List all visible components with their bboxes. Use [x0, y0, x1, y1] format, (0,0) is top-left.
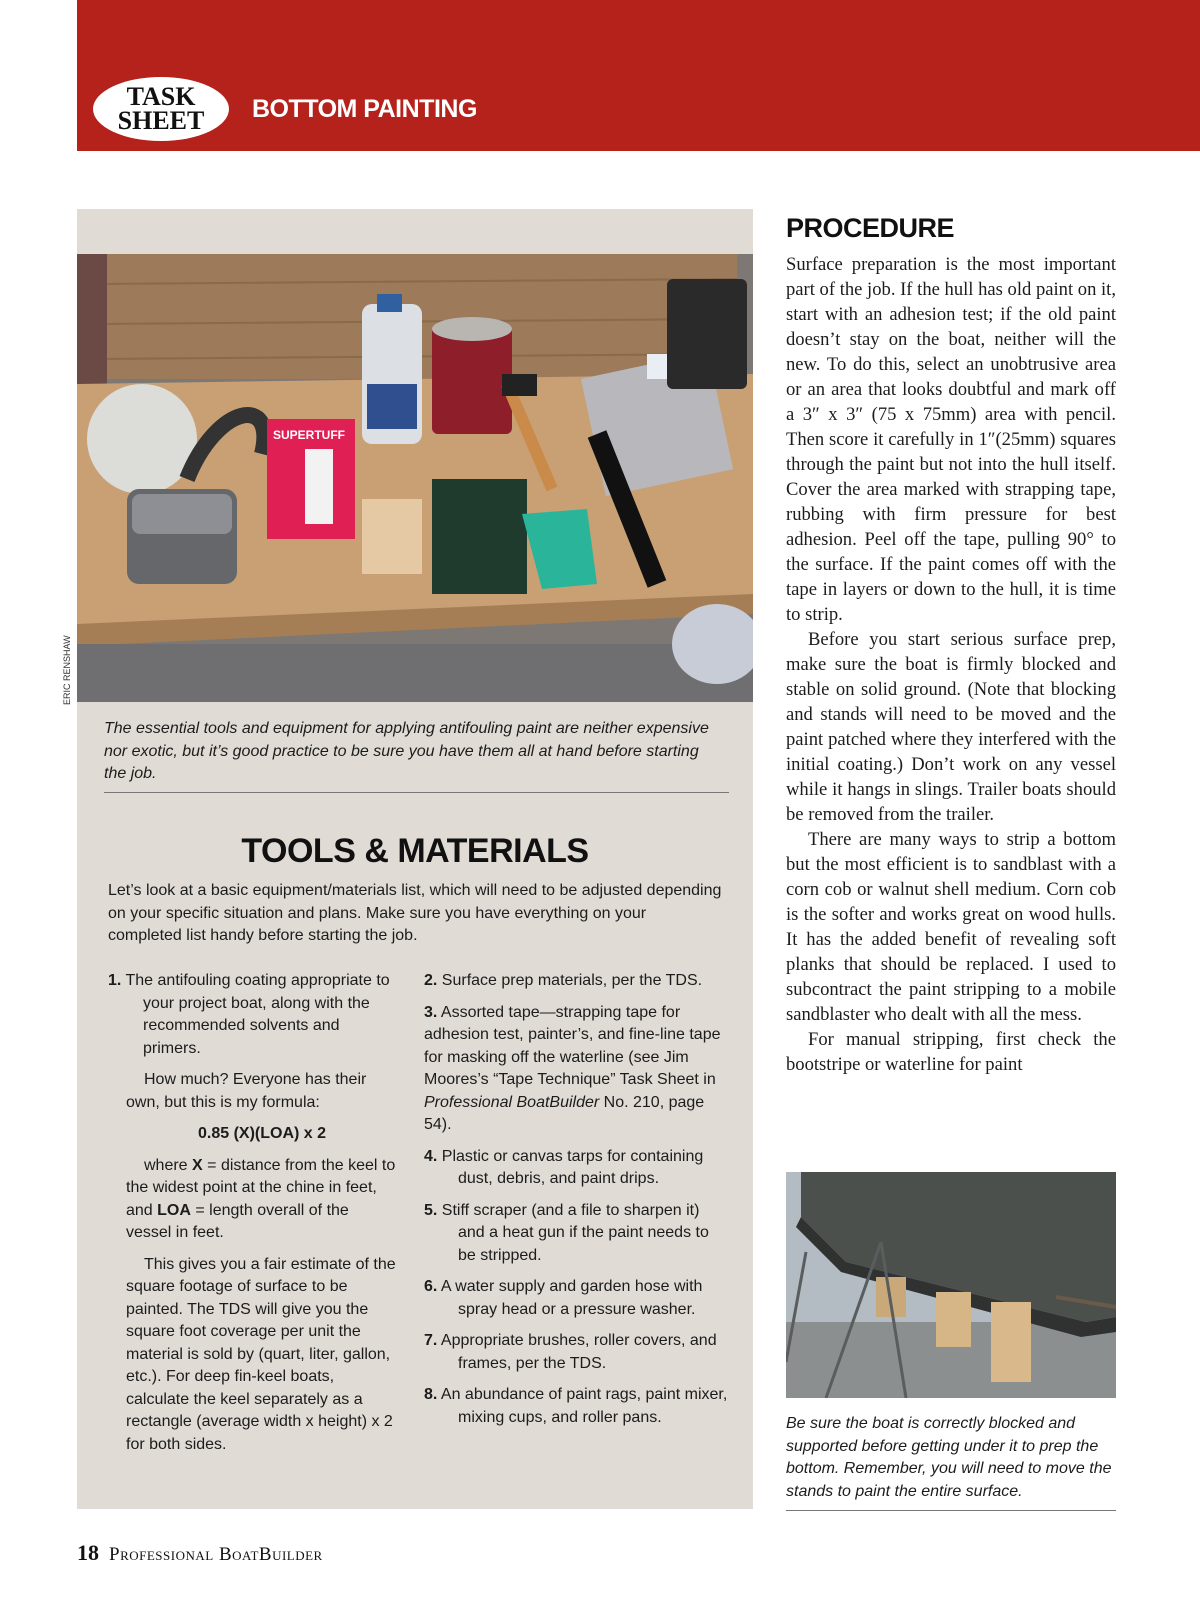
list-item [424, 1276, 729, 1321]
list-item [424, 1384, 729, 1429]
def-text: where [144, 1156, 193, 1174]
tools-photo-illustration [77, 254, 753, 702]
materials-list-left [108, 970, 398, 1465]
item-number: 2. [424, 972, 438, 989]
tools-photo [77, 254, 753, 702]
item-text: Appropriate brushes, roller covers, and frames, per the TDS. [440, 1332, 717, 1372]
list-item [424, 1146, 729, 1191]
boat-photo [786, 1172, 1116, 1398]
item-text: No. 210, page 54). [424, 1093, 705, 1133]
boat-photo-caption: Be sure the boat is correctly blocked and supported before getting under it to prep the bottom. Remember, you will need to move the stands to paint the entire surface. [786, 1415, 1112, 1500]
boat-photo-illustration [786, 1172, 1116, 1398]
procedure-heading: PROCEDURE [786, 213, 955, 243]
boat-caption-divider [786, 1510, 1116, 1511]
photo-credit: ERIC RENSHAW [62, 635, 72, 705]
task-sheet-badge [93, 77, 229, 141]
header-banner [77, 0, 1200, 151]
item-text: Surface prep materials, per the TDS. [441, 972, 703, 989]
formula-definition [108, 1155, 398, 1245]
section-title: BOTTOM PAINTING [252, 95, 477, 123]
item-number: 3. [424, 1003, 438, 1021]
tools-materials-intro: Let’s look at a basic equipment/materials list, which will need to be adjusted depending on your specific situation and plans. Make sure you have everything on your completed list handy before starting the job. [108, 882, 722, 944]
list-item [424, 1002, 729, 1137]
page-footer [77, 1540, 323, 1566]
def-x: X [192, 1156, 203, 1174]
item-text: The antifouling coating appropriate to your project boat, along with the recommended solvents and primers. [125, 972, 390, 1057]
item-number: 8. [424, 1386, 438, 1403]
badge-line-2: SHEET [117, 106, 205, 135]
caption-divider [104, 792, 729, 793]
tools-photo-caption: The essential tools and equipment for applying antifouling paint are neither expensive nor exotic, but it’s good practice to be sure you have them all at hand before starting the job. [104, 720, 709, 782]
list-item [424, 1200, 729, 1268]
publication-name: Professional BoatBuilder [109, 1544, 323, 1565]
item-text-italic: Professional BoatBuilder [424, 1093, 600, 1111]
item-number: 4. [424, 1147, 438, 1165]
tools-materials-heading: TOOLS & MATERIALS [241, 832, 589, 870]
materials-list-right [424, 970, 729, 1438]
item-text: Plastic or canvas tarps for containing dust, debris, and paint drips. [441, 1147, 704, 1187]
def-text: = distance from the keel to the widest point at the chine in feet, and [126, 1156, 396, 1219]
badge-line-1: TASK [126, 82, 196, 111]
coverage-formula: 0.85 (X)(LOA) x 2 [197, 1125, 327, 1142]
list-item [108, 970, 398, 1060]
page-number: 18 [77, 1540, 99, 1565]
item-number: 1. [108, 972, 122, 989]
item-text: An abundance of paint rags, paint mixer, mixing cups, and roller pans. [440, 1386, 728, 1426]
item-paragraph: How much? Everyone has their own, but this is my formula: [126, 1071, 367, 1111]
def-loa: LOA [157, 1201, 191, 1219]
def-text: = length overall of the vessel in feet. [126, 1201, 349, 1241]
procedure-paragraph: There are many ways to strip a bottom but the most efficient is to sandblast with a corn cob or walnut shell medium. Corn cob is the softer and works great on wood hulls. It has the added benefit of revealing soft planks that should be replaced. I used to subcontract the paint stripping to a mobile sandblaster who dealt with all the mess. [786, 829, 1116, 1025]
item-paragraph: This gives you a fair estimate of the square footage of surface to be painted. The TDS will give you the square foot coverage per unit the material is sold by (quart, liter, gallon, etc.). For deep fin-keel boats, calculate the keel separately as a rectangle (average width x height) x 2 for both sides. [126, 1255, 396, 1453]
supertuff-label: SUPERTUFF [273, 428, 345, 442]
procedure-paragraph: For manual stripping, first check the bootstripe or waterline for paint [786, 1029, 1116, 1075]
item-number: 7. [424, 1332, 438, 1349]
procedure-paragraph: Surface preparation is the most important part of the job. If the hull has old paint on it, start with an adhesion test; if the old paint doesn’t stay on the boat, neither will the new. To do this, select an unobtrusive area or an area that looks doubtful and mark off a 3″ x 3″ (75 x 75mm) area with pencil. Then score it carefully in 1″(25mm) squares through the paint but not into the hull itself. Cover the area marked with strapping tape, rubbing with firm pressure for best adhesion. Peel off the tape, pulling 90° to the surface. If the paint comes off with the tape in layers or down to the hull, it is time to strip. [786, 254, 1116, 625]
item-text: A water supply and garden hose with spray head or a pressure washer. [440, 1278, 703, 1318]
item-text: Assorted tape—strapping tape for adhesion test, painter’s, and fine-line tape for masking off the waterline (see Jim Moores’s “Tape Technique” Task Sheet in [424, 1003, 721, 1088]
list-item [424, 970, 729, 993]
procedure-paragraph: Before you start serious surface prep, make sure the boat is firmly blocked and stable on solid ground. (Note that blocking and stands will need to be moved and the paint patched where they interfered with the initial coating.) Don’t work on any vessel while it hangs in slings. Trailer boats should be removed from the trailer. [786, 629, 1116, 825]
item-number: 5. [424, 1201, 438, 1219]
item-number: 6. [424, 1278, 438, 1295]
list-item [424, 1330, 729, 1375]
item-text: Stiff scraper (and a file to sharpen it) and a heat gun if the paint needs to be stripped. [441, 1201, 709, 1264]
procedure-body [786, 252, 1116, 1077]
